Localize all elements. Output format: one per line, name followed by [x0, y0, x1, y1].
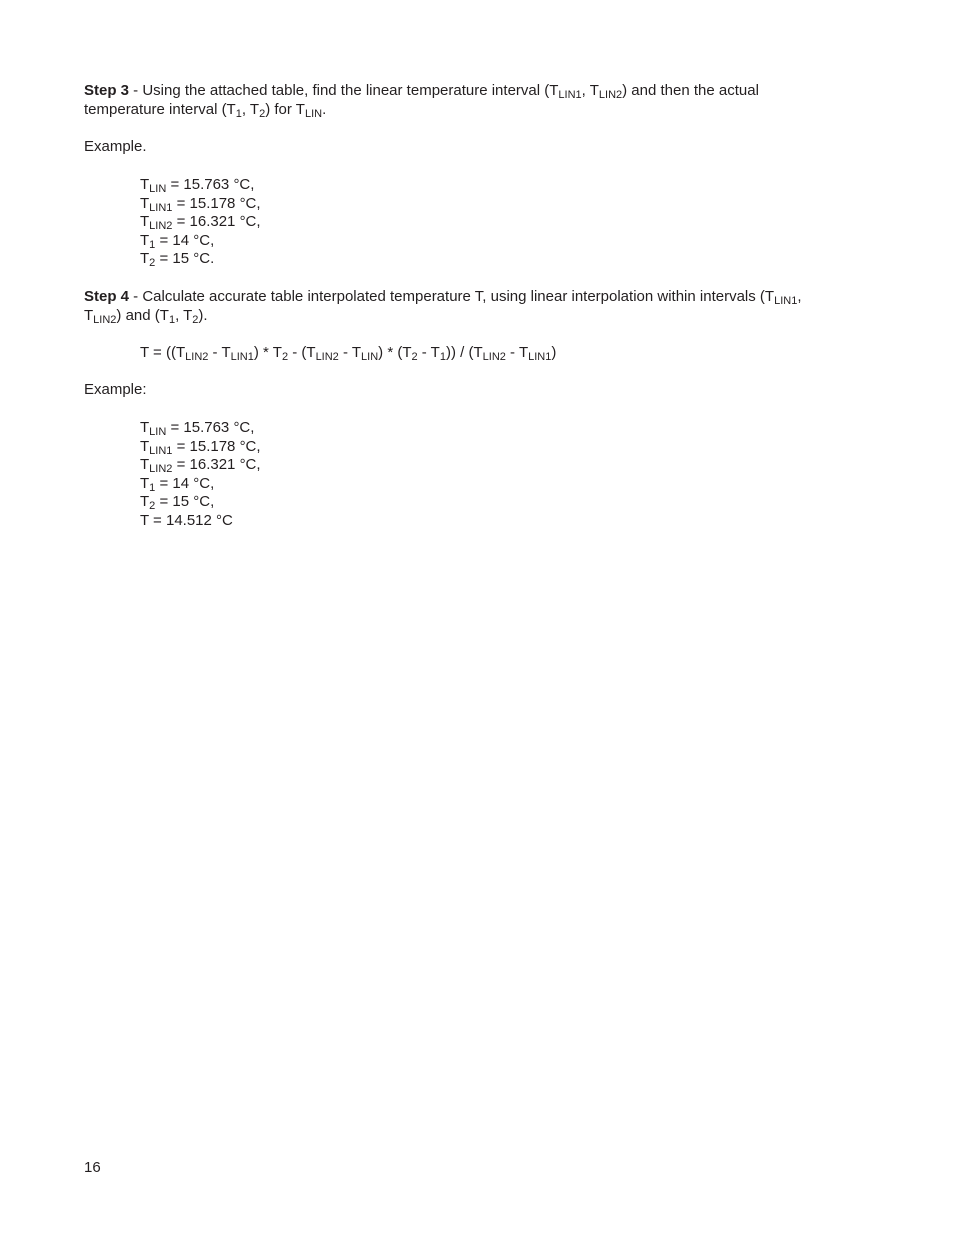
step-4-text: ) and (T — [116, 306, 169, 324]
formula-part: T = ((T — [140, 344, 186, 361]
subscript: 1 — [439, 351, 446, 363]
symbol: T — [140, 176, 150, 193]
example-1-value-line — [140, 231, 261, 250]
example-2-values — [140, 418, 261, 530]
example-1-value-line — [140, 194, 261, 213]
step-4-label: Step 4 — [84, 288, 130, 305]
symbol: T — [140, 419, 150, 436]
example-1-label-text: Example. — [84, 138, 147, 155]
formula-part: - T — [208, 344, 231, 361]
example-1-values — [140, 175, 261, 268]
subscript: 2 — [259, 107, 266, 120]
value: = 15 °C, — [155, 493, 215, 511]
example-1-label — [84, 137, 844, 156]
subscript: LIN2 — [598, 89, 623, 101]
step-3-paragraph — [84, 81, 844, 118]
subscript: LIN1 — [774, 295, 798, 307]
formula-part: - T — [338, 344, 362, 361]
step-4-text: , T — [175, 306, 193, 324]
step-4-line-2 — [84, 306, 844, 325]
subscript: LIN1 — [230, 351, 254, 363]
step-4-line-1 — [84, 287, 844, 306]
value: = 14 °C, — [155, 231, 215, 249]
value: = 16.321 °C, — [172, 456, 261, 474]
formula-part: - (T — [288, 344, 316, 361]
subscript: LIN — [149, 183, 167, 195]
subscript: LIN2 — [185, 351, 209, 363]
symbol: T — [140, 437, 150, 455]
formula-part: )) / (T — [445, 344, 483, 361]
subscript: 2 — [149, 257, 156, 270]
formula-part: - T — [417, 344, 440, 361]
subscript: LIN2 — [93, 313, 117, 326]
subscript: LIN — [304, 107, 323, 120]
example-2-value-line — [140, 492, 261, 511]
step-3-text: ) and then the actual — [622, 82, 759, 99]
example-2-value-line — [140, 418, 261, 437]
value: = 16.321 °C, — [172, 213, 261, 231]
subscript: LIN2 — [482, 351, 506, 363]
example-2-value-line — [140, 437, 261, 456]
subscript: LIN2 — [315, 351, 339, 363]
step-3-line-1 — [84, 81, 844, 100]
subscript: LIN1 — [558, 89, 582, 101]
example-2-value-line — [140, 455, 261, 474]
value: = 15 °C. — [155, 250, 215, 268]
value: = 15.178 °C, — [172, 437, 261, 455]
subscript: 2 — [149, 500, 156, 513]
example-1-value-line — [140, 175, 261, 194]
step-3-text: . — [322, 100, 327, 118]
subscript: LIN1 — [528, 351, 552, 363]
step-4-text: T — [84, 306, 94, 324]
subscript: LIN2 — [149, 463, 173, 476]
example-1-value-line — [140, 212, 261, 231]
formula-part: - T — [505, 344, 529, 361]
formula-part: ) — [551, 344, 557, 361]
example-2-value-line — [140, 474, 261, 493]
subscript: 2 — [281, 351, 289, 363]
step-4-text: , — [797, 288, 802, 305]
step-3-text: , T — [241, 100, 260, 118]
step-4-text: ). — [198, 306, 208, 324]
example-2-result: T = 14.512 °C — [140, 511, 233, 529]
step-3-line-2 — [84, 100, 844, 119]
subscript: LIN — [149, 426, 167, 438]
symbol: T — [140, 213, 150, 231]
subscript: 1 — [168, 313, 176, 326]
page-number: 16 — [84, 1159, 101, 1176]
step-4-text: - Calculate accurate table interpolated temperature T, using linear interpolation within intervals (T — [129, 288, 775, 305]
step-3-label: Step 3 — [84, 82, 130, 99]
value: = 15.763 °C, — [166, 176, 255, 193]
example-2-label-text: Example: — [84, 381, 147, 398]
step-3-text: ) for T — [265, 100, 305, 118]
formula-part: ) * T — [253, 344, 282, 361]
subscript: 2 — [192, 313, 199, 326]
symbol: T — [140, 231, 150, 249]
example-2-label — [84, 380, 844, 399]
subscript: 2 — [411, 351, 418, 363]
value: = 15.763 °C, — [166, 419, 255, 436]
symbol: T — [140, 493, 150, 511]
subscript: 1 — [149, 481, 156, 494]
step-3-text: , T — [581, 82, 599, 99]
subscript: LIN — [361, 351, 379, 363]
subscript: LIN1 — [149, 444, 173, 457]
symbol: T — [140, 250, 150, 268]
subscript: 1 — [235, 107, 242, 120]
example-1-value-line — [140, 249, 261, 268]
subscript: LIN1 — [149, 201, 173, 214]
symbol: T — [140, 474, 150, 492]
step-4-paragraph — [84, 287, 844, 324]
subscript: LIN2 — [149, 220, 173, 233]
formula-part: ) * (T — [378, 344, 412, 361]
value: = 14 °C, — [155, 474, 215, 492]
subscript: 1 — [149, 238, 156, 251]
step-3-text: temperature interval (T — [84, 100, 236, 118]
value: = 15.178 °C, — [172, 194, 261, 212]
interpolation-formula — [140, 343, 556, 362]
step-3-text: - Using the attached table, find the linear temperature interval (T — [129, 82, 559, 99]
formula-line — [140, 343, 556, 362]
symbol: T — [140, 194, 150, 212]
symbol: T — [140, 456, 150, 474]
